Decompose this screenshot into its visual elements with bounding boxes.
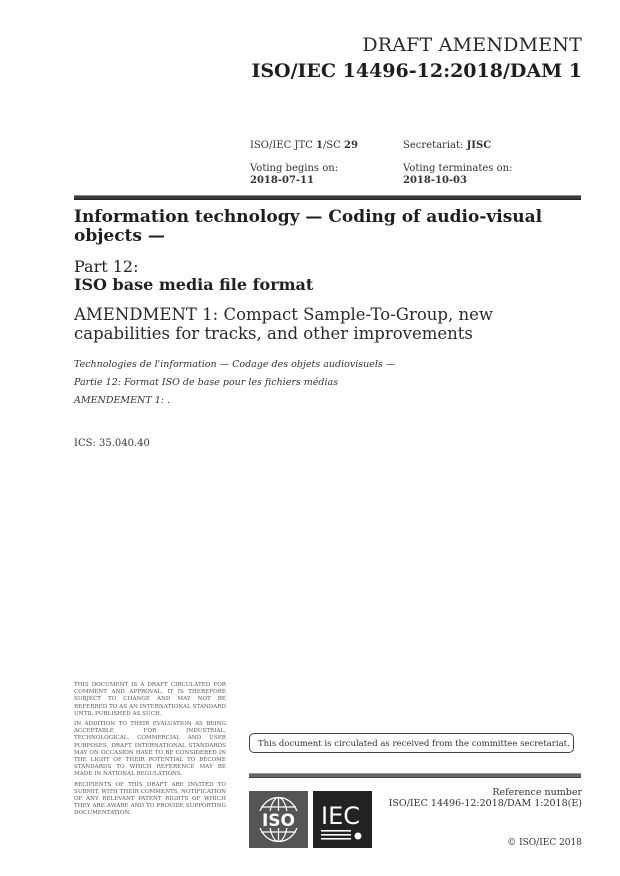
copyright: © ISO/IEC 2018 bbox=[507, 838, 582, 848]
committee: ISO/IEC JTC 1/SC 29 bbox=[250, 140, 358, 151]
voting-begins: Voting begins on: 2018-07-11 bbox=[250, 163, 339, 186]
document-type: DRAFT AMENDMENT bbox=[362, 34, 582, 56]
reference-number: Reference number ISO/IEC 14496-12:2018/DAM 1:2018(E) bbox=[388, 787, 582, 809]
globe-icon bbox=[249, 791, 308, 848]
secretariat: Secretariat: JISC bbox=[403, 140, 492, 151]
footer-divider bbox=[249, 773, 581, 778]
svg-text:ISO: ISO bbox=[261, 811, 296, 831]
header-divider bbox=[74, 195, 581, 200]
svg-text:IEC: IEC bbox=[321, 802, 360, 830]
document-number: ISO/IEC 14496-12:2018/DAM 1 bbox=[251, 60, 582, 82]
iec-logo bbox=[313, 791, 372, 848]
disclaimer: THIS DOCUMENT IS A DRAFT CIRCULATED FOR COMMENT AND APPROVAL. IT IS THEREFORE SUBJECT TO CHANGE AND MAY NOT BE REFERRED TO AS AN INTERNATIONAL STANDARD UNTIL PUBLISHED AS SUCH. IN ADDITION TO THEIR EVALUATION AS BEING ACCEPTABLE FOR INDUSTRIAL, TECHNOLOGICAL, COMMERCIAL AND USER PURPOSES, DRAFT INTERNATIONAL STANDARDS MAY ON OCCASION HAVE TO BE CONSIDERED IN THE LIGHT OF THEIR POTENTIAL TO BECOME STANDARDS TO WHICH REFERENCE MAY BE MADE IN NATIONAL REGULATIONS. RECIPIENTS OF THIS DRAFT ARE INVITED TO SUBMIT, WITH THEIR COMMENTS, NOTIFICATION OF ANY RELEVANT PATENT RIGHTS OF WHICH THEY ARE AWARE AND TO PROVIDE SUPPORTING DOCUMENTATION. bbox=[74, 682, 226, 817]
amendment-title: AMENDMENT 1: Compact Sample-To-Group, new capabilities for tracks, and other improvements bbox=[74, 305, 493, 343]
iec-mark-icon bbox=[313, 791, 372, 848]
voting-terminates: Voting terminates on: 2018-10-03 bbox=[403, 163, 513, 186]
ics-code: ICS: 35.040.40 bbox=[74, 438, 150, 449]
part-title: Part 12: ISO base media file format bbox=[74, 257, 314, 294]
iso-logo bbox=[249, 791, 308, 848]
circulation-note: This document is circulated as received from the committee secretariat. bbox=[249, 733, 574, 753]
french-title: Technologies de l'information — Codage des objets audiovisuels — Partie 12: Format ISO de base pour les fichiers médias AMENDEMENT 1: . bbox=[74, 359, 396, 406]
main-title: Information technology — Coding of audio-visual objects — bbox=[74, 207, 543, 246]
